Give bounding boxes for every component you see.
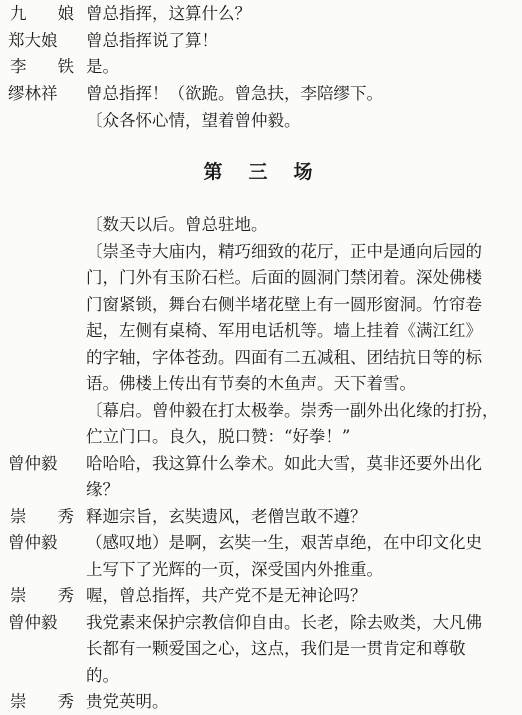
speaker-name-part: 崇 xyxy=(10,692,27,711)
script-line xyxy=(0,54,522,80)
stage-direction: 缘？ xyxy=(86,480,119,499)
speaker-name-part: 秀 xyxy=(57,586,74,605)
speaker-name-part: 秀 xyxy=(57,507,74,526)
script-line xyxy=(0,689,522,715)
speaker-name xyxy=(10,583,74,609)
scene-heading-char: 第 xyxy=(203,161,229,183)
dialogue-text: 哈哈哈，我这算什么拳术。如此大雪，莫非还要外出化 xyxy=(86,454,482,473)
script-line xyxy=(0,557,522,583)
stage-direction: 门窗紧锁，舞台右侧半堵花壁上有一圆形窗洞。竹帘卷 xyxy=(86,295,482,314)
speaker-name-part: 崇 xyxy=(10,507,27,526)
script-line xyxy=(0,504,522,530)
script-line xyxy=(0,292,522,318)
script-line xyxy=(0,398,522,424)
script-line xyxy=(0,239,522,265)
script-line xyxy=(0,371,522,397)
speaker-name-part: 李 xyxy=(10,57,27,76)
script-line xyxy=(0,81,522,107)
script-line xyxy=(0,424,522,450)
stage-direction: 语。佛楼上传出有节奏的木鱼声。天下着雪。 xyxy=(86,374,416,393)
speaker-name-part: 郑大娘 xyxy=(8,31,58,50)
script-line xyxy=(0,451,522,477)
speaker-name-part: 缪林祥 xyxy=(8,84,58,103)
speaker-name-part: 崇 xyxy=(10,586,27,605)
stage-direction: 长都有一颗爱国之心，这点，我们是一贯肯定和尊敬 xyxy=(86,639,466,658)
dialogue-text: 贵党英明。 xyxy=(86,692,169,711)
speaker-name-part: 曾仲毅 xyxy=(8,454,58,473)
speaker-name-part: 曾仲毅 xyxy=(8,533,58,552)
speaker-name xyxy=(8,28,82,54)
script-line xyxy=(0,318,522,344)
stage-direction: 〔幕启。曾仲毅在打太极拳。崇秀一副外出化缘的打扮， xyxy=(86,401,499,420)
stage-direction: 的字轴，字体苍劲。四面有二五减租、团结抗日等的标 xyxy=(86,348,482,367)
speaker-name-part: 九 xyxy=(10,4,27,23)
speaker-name xyxy=(8,530,82,556)
script-line xyxy=(0,610,522,636)
speaker-name xyxy=(8,451,82,477)
stage-direction: 门，门外有玉阶石栏。后面的圆洞门禁闭着。深处佛楼 xyxy=(86,268,482,287)
dialogue-text: 喔，曾总指挥，共产党不是无神论吗？ xyxy=(86,586,367,605)
speaker-name xyxy=(10,54,74,80)
scene-heading-char: 三 xyxy=(248,161,274,183)
speaker-name xyxy=(8,81,82,107)
stage-direction: 上写下了光辉的一页，深受国内外推重。 xyxy=(86,560,383,579)
speaker-name xyxy=(10,504,74,530)
stage-direction: 起，左侧有桌椅、军用电话机等。墙上挂着《满江红》 xyxy=(86,321,482,340)
speaker-name xyxy=(10,1,74,27)
script-line xyxy=(0,1,522,27)
script-line xyxy=(0,530,522,556)
stage-direction: 的。 xyxy=(86,666,119,685)
speaker-name-part: 铁 xyxy=(57,57,74,76)
script-line xyxy=(0,28,522,54)
scene-heading-char: 场 xyxy=(293,161,319,183)
dialogue-text: 曾总指挥，这算什么？ xyxy=(86,4,251,23)
script-line xyxy=(0,583,522,609)
stage-direction: 〔崇圣寺大庙内，精巧细致的花厅，正中是通向后园的 xyxy=(86,242,482,261)
speaker-name-part: 曾仲毅 xyxy=(8,613,58,632)
dialogue-text: 我党素来保护宗教信仰自由。长老，除去败类，大凡佛 xyxy=(86,613,482,632)
speaker-name xyxy=(10,689,74,715)
script-line xyxy=(0,636,522,662)
speaker-name xyxy=(8,610,82,636)
script-line xyxy=(0,265,522,291)
stage-direction: 〔众各怀心情，望着曾仲毅。 xyxy=(86,111,301,130)
stage-direction: 伫立门口。良久，脱口赞：“好拳！” xyxy=(86,427,351,446)
script-line xyxy=(0,345,522,371)
stage-direction: 〔数天以后。曾总驻地。 xyxy=(86,215,268,234)
dialogue-text: 释迦宗旨，玄奘遗风，老僧岂敢不遵？ xyxy=(86,507,367,526)
script-line xyxy=(0,477,522,503)
speaker-name-part: 娘 xyxy=(57,4,74,23)
dialogue-text: （感叹地）是啊，玄奘一生，艰苦卓绝，在中印文化史 xyxy=(86,533,482,552)
script-line xyxy=(0,108,522,134)
scene-heading xyxy=(0,157,522,187)
script-line xyxy=(0,212,522,238)
dialogue-text: 曾总指挥说了算！ xyxy=(86,31,218,50)
dialogue-text: 是。 xyxy=(86,57,119,76)
script-line xyxy=(0,663,522,689)
dialogue-text: 曾总指挥！（欲跪。曾急扶，李陪缪下。 xyxy=(86,84,383,103)
speaker-name-part: 秀 xyxy=(57,692,74,711)
